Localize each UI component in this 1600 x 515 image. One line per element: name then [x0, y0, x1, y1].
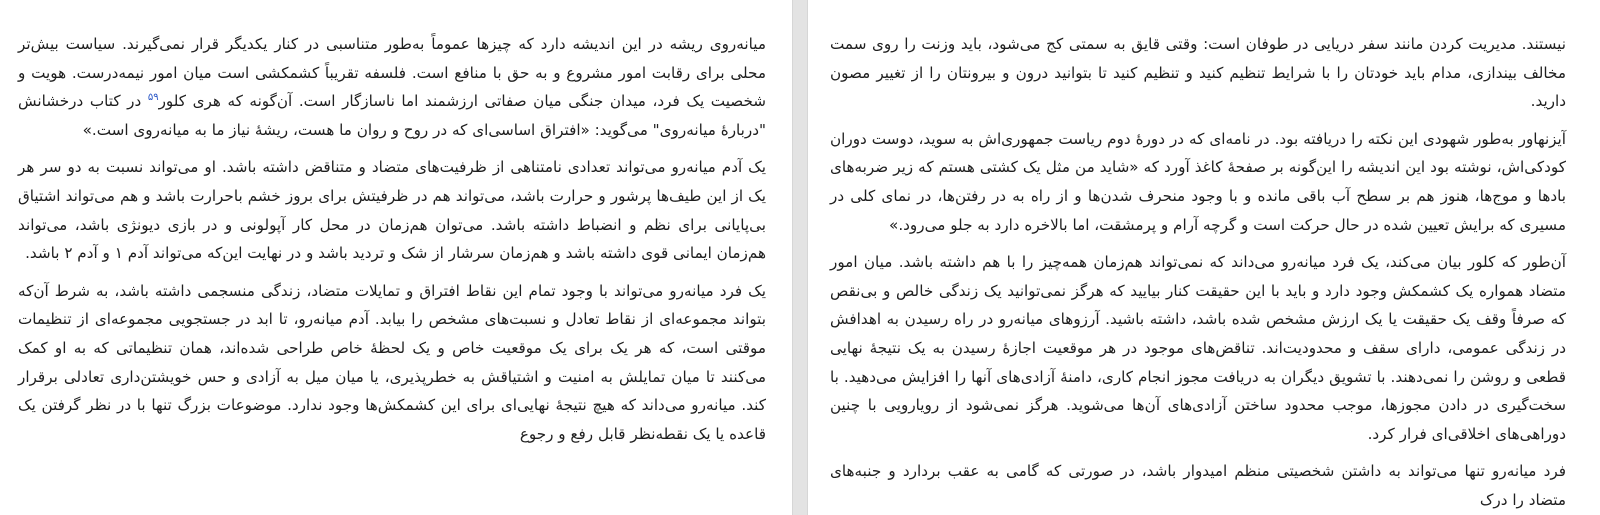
left-paragraph-2: یک آدم میانه‌رو می‌تواند تعدادی نامتناهی از ظرفیت‌های متضاد و متناقض داشته باشد. او می‌تواند نسبت به دو سر هر یک از این طیف‌ها پرشور و حرارت باشد، می‌تواند هم در ظرفیتش برای بروز خشم باحرارت باشد و هم می‌تواند اشتیاق بی‌پایانی برای نظم و انضباط داشته باشد. می‌توان هم‌زمان در محل کار آپولونی و در بازی دیونژی باشد، می‌تواند هم‌زمان ایمانی قوی داشته باشد و هم‌زمان سرشار از شک و تردید باشد و در نهایت این‌که می‌تواند آدم ۱ و آدم ۲ باشد.	[18, 158, 766, 263]
right-paragraph-1: نیستند. مدیریت کردن مانند سفر دریایی در طوفان است: وقتی قایق به سمتی کج می‌شود، باید وزنت را روی سمت مخالف بیندازی، مدام باید خودتان را با شرایط تنظیم کنید و تنظیم کنید تا بتوانید درون و بیرونتان را از تغییر مصون دارید.	[830, 35, 1566, 111]
left-page	[0, 0, 792, 515]
page-gutter	[792, 0, 808, 515]
right-page	[808, 0, 1600, 515]
footnote-reference-59[interactable]: ۵۹	[147, 92, 159, 104]
left-paragraph-1-text-start: میانه‌روی ریشه در این اندیشه دارد که چیزها عموماً به‌طور متناسبی در کنار یکدیگر قرار نمی‌گیرند. سیاست بیش‌تر محلی برای رقابت امور مشروع و به حق با منافع است. فلسفه تقریباً کشمکشی است میان امور نیمه‌درست. هویت و شخصیت یک فرد، میدان جنگی میان صفاتی ارزشمند اما ناسازگار است. آن‌گونه که هری کلور	[18, 35, 766, 111]
left-paragraph-1	[18, 30, 766, 144]
right-paragraph-3: آن‌طور که کلور بیان می‌کند، یک فرد میانه‌رو می‌داند که نمی‌تواند هم‌زمان همه‌چیز را با هم داشته باشد. میان امور متضاد همواره یک کشمکش وجود دارد و باید با این حقیقت کنار بیایید که هرگز نمی‌توانید یک زندگی خالص و بی‌نقص که صرفاً وقف یک حقیقت یا یک ارزش مشخص شده باشد، داشته باشید. آرزوهای میانه‌رو در راه رسیدن به اهدافش در زندگی عمومی، دارای سقف و محدودیت‌اند. تناقض‌های موجود در هر موقعیت اجازهٔ رسیدن به یک نتیجهٔ نهایی قطعی و روشن را نمی‌دهند. با تشویق دیگران به دریافت مجوز انجام کاری، دامنهٔ آزادی‌های آنها را افزایش می‌دهید. با سخت‌گیری در دادن مجوزها، موجب محدود ساختن آزادی‌های آن‌ها می‌شوید. هرگز نمی‌شود از رویارویی با چنین دوراهی‌های اخلاقی‌ای فرار کرد.	[830, 253, 1566, 443]
right-paragraph-4: فرد میانه‌رو تنها می‌تواند به داشتن شخصیتی منظم امیدوار باشد، در صورتی که گامی به عقب بردارد و جنبه‌های متضاد را درک	[830, 462, 1566, 509]
right-paragraph-2: آیزنهاور به‌طور شهودی این نکته را دریافته بود. در نامه‌ای که در دورهٔ دوم ریاست جمهوری‌اش به سوید، دوست دوران کودکی‌اش، نوشته بود این اندیشه را این‌گونه بر صفحهٔ کاغذ آورد که «شاید من مثل یک کشتی هستم که زیر ضربه‌های بادها و موج‌ها، هنوز هم بر سطح آب باقی مانده و با وجود منحرف شدن‌ها و از راه به در رفتن‌ها، در نمای کلی در مسیری که برایش تعیین شده در حال حرکت است و گرچه آرام و پرمشقت، اما بالاخره دارد به جلو می‌رود.»	[830, 129, 1566, 234]
left-paragraph-3: یک فرد میانه‌رو می‌تواند با وجود تمام این نقاط افتراق و تمایلات متضاد، زندگی منسجمی داشته باشد، به شرط آن‌که بتواند مجموعه‌ای از نقاط تعادل و نسبت‌های مشخص را بیابد. آدم میانه‌رو، تا ابد در جستجویی مجموعه‌ای از تنظیمات موقتی است، که هر یک برای یک موقعیت خاص و یک لحظهٔ خاص طراحی شده‌اند، همان تنظیماتی که به او کمک می‌کنند تا میان تمایلش به امنیت و اشتیاقش به خطرپذیری، یا میان میل به آزادی و حس خویشتن‌داری تعادلی برقرار کند. میانه‌رو می‌داند که هیچ نتیجهٔ نهایی‌ای برای این کشمکش‌ها وجود ندارد. موضوعات بزرگ تنها با در نظر گرفتن یک قاعده یا یک نقطه‌نظر قابل رفع و رجوع	[18, 281, 766, 443]
left-paragraph-1-text-end: در کتاب درخشانش "دربارهٔ میانه‌روی" می‌گوید: «افتراق اساسی‌ای که در روح و روان ما هست، ریشهٔ نیاز ما به میانه‌روی است.»	[18, 92, 766, 139]
